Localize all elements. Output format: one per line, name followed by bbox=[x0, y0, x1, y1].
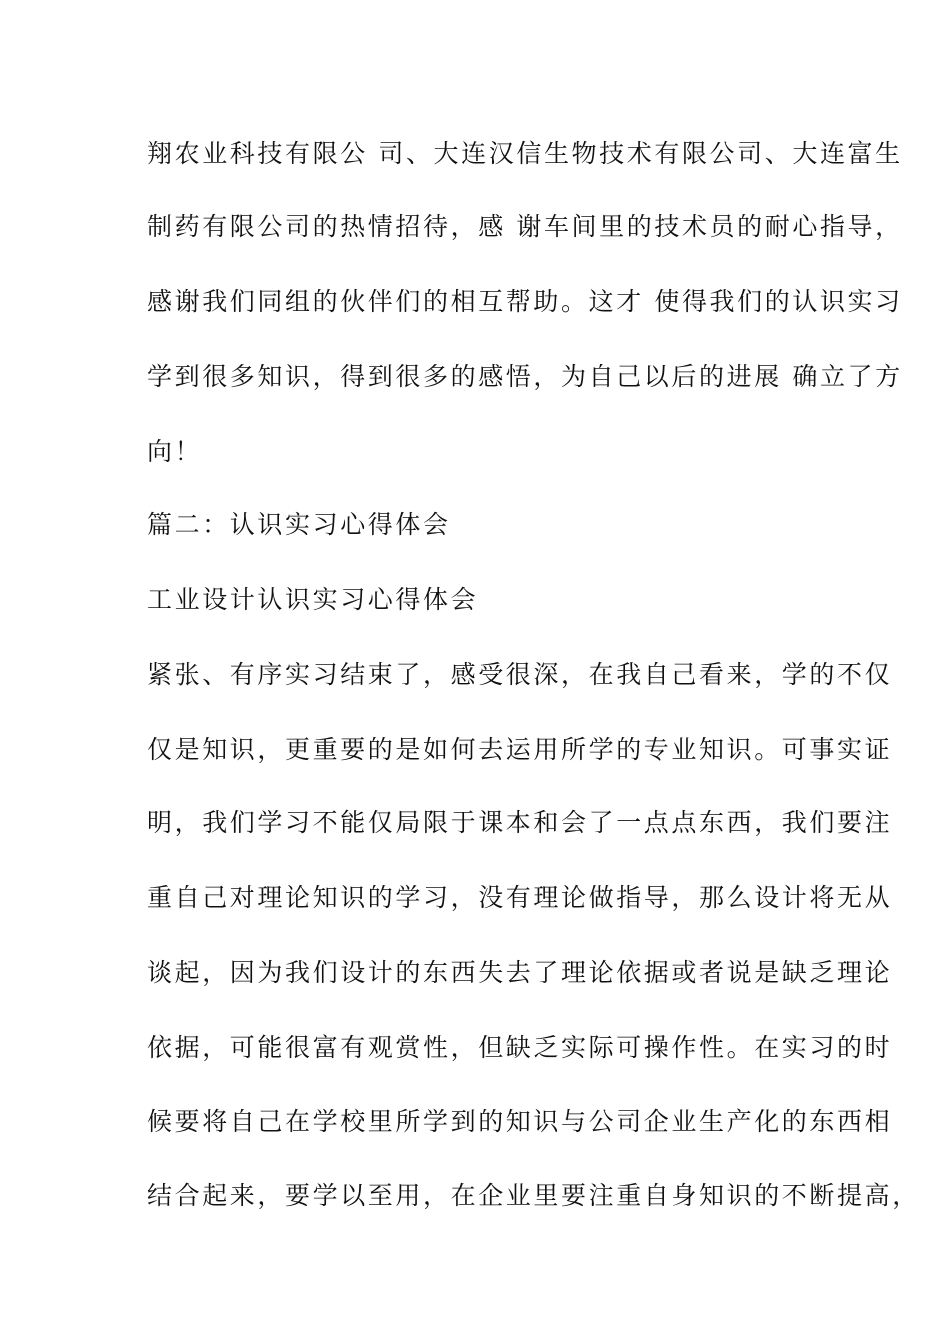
paragraph-line: 学到很多知识，得到很多的感悟，为自己以后的进展 确立了方 bbox=[147, 362, 903, 391]
paragraph-line: 结合起来，要学以至用，在企业里要注重自身知识的不断提高， bbox=[147, 1181, 920, 1210]
paragraph-line: 依据，可能很富有观赏性，但缺乏实际可操作性。在实习的时 bbox=[147, 1033, 893, 1062]
document-title: 工业设计认识实习心得体会 bbox=[147, 585, 479, 614]
paragraph-line: 制药有限公司的热情招待，感 谢车间里的技术员的耐心指导， bbox=[147, 212, 903, 241]
paragraph-line: 翔农业科技有限公 司、大连汉信生物技术有限公司、大连富生 bbox=[147, 139, 903, 168]
paragraph-line: 重自己对理论知识的学习，没有理论做指导，那么设计将无从 bbox=[147, 883, 893, 912]
paragraph-line: 紧张、有序实习结束了，感受很深，在我自己看来，学的不仅 bbox=[147, 660, 893, 689]
paragraph-line: 明，我们学习不能仅局限于课本和会了一点点东西，我们要注 bbox=[147, 808, 893, 837]
paragraph-line: 谈起，因为我们设计的东西失去了理论依据或者说是缺乏理论 bbox=[147, 958, 893, 987]
paragraph-line: 仅是知识，更重要的是如何去运用所学的专业知识。可事实证 bbox=[147, 735, 893, 764]
paragraph-line: 候要将自己在学校里所学到的知识与公司企业生产化的东西相 bbox=[147, 1107, 893, 1136]
section-heading: 篇二：认识实习心得体会 bbox=[147, 510, 451, 539]
paragraph-line: 感谢我们同组的伙伴们的相互帮助。这才 使得我们的认识实习 bbox=[147, 287, 903, 316]
paragraph-line: 向！ bbox=[147, 437, 203, 466]
